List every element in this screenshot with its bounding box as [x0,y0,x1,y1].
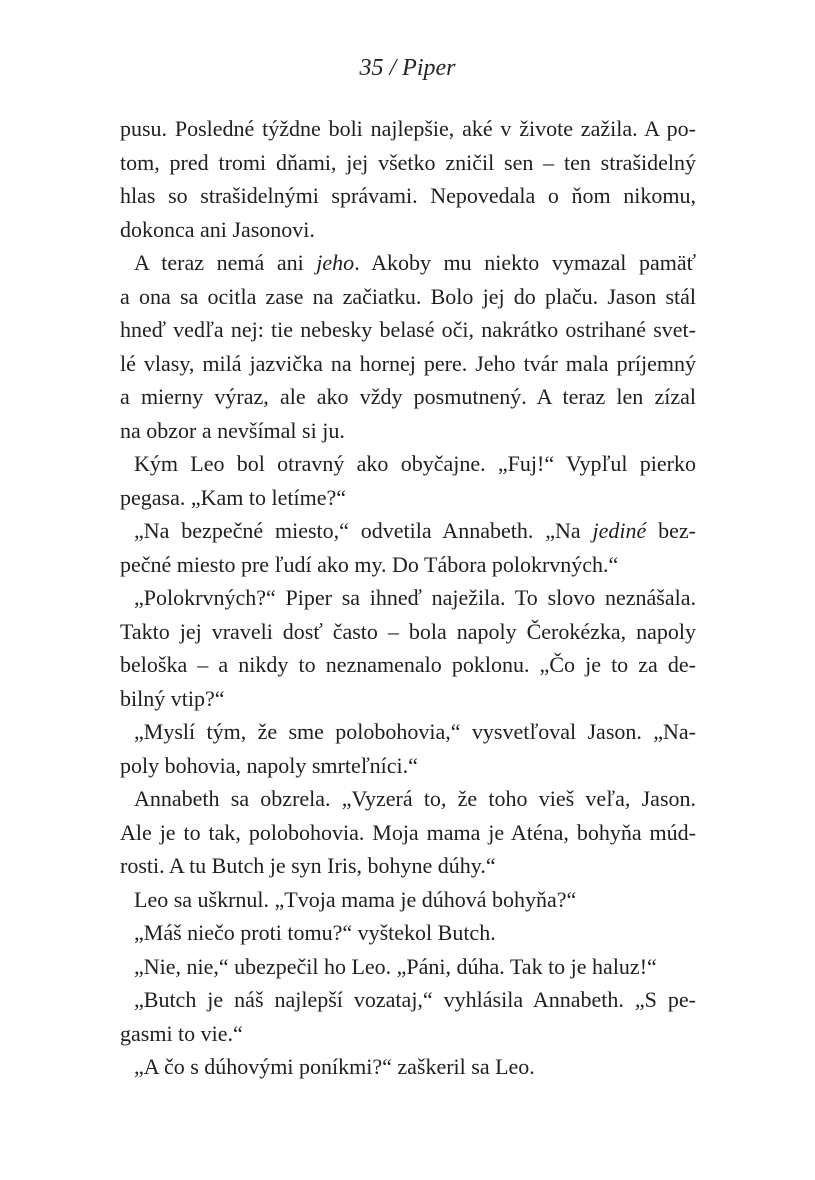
text-line [120,715,696,749]
text-segment: „Na bezpečné miesto,“ odvetila Annabeth. „Na [134,518,593,543]
text-segment: bilný vtip?“ [120,685,225,711]
text-segment: bez- [646,518,696,543]
paragraph [120,514,696,581]
text-segment: pegasa. „Kam to letíme?“ [120,484,347,510]
text-segment: Kým Leo bol otravný ako obyčajne. „Fuj!“ Vypľul pierko [134,451,696,476]
text-line [120,1050,696,1084]
text-line [120,213,696,247]
text-segment: lé vlasy, milá jazvička na hornej pere. Jeho tvár mala príjemný [120,350,696,376]
text-segment: rosti. A tu Butch je syn Iris, bohyne dúhy.“ [120,853,496,878]
text-segment: beloška – a nikdy to neznamenalo poklonu. „Čo je to za de- [120,652,696,677]
text-line [120,347,696,381]
text-line [120,280,696,314]
paragraph [120,916,696,950]
text-line [120,782,696,816]
text-line [120,548,696,582]
text-line [120,514,696,548]
text-line [120,749,696,783]
text-segment: „Nie, nie,“ ubezpečil ho Leo. „Páni, dúha. Tak to je haluz!“ [134,953,657,979]
text-line [120,1017,696,1051]
paragraph [120,715,696,782]
text-segment: „Máš niečo proti tomu?“ vyštekol Butch. [134,920,496,945]
text-segment: a mierny výraz, ale ako vždy posmutnený. A teraz len zízal [120,384,696,409]
text-line [120,950,696,984]
text-line [120,179,696,213]
text-segment: a ona sa ocitla zase na začiatku. Bolo jej do plaču. Jason stál [120,283,696,309]
emphasized-text: jeho [316,250,355,275]
text-line [120,112,696,146]
text-segment: A teraz nemá ani [134,250,317,275]
text-segment: hlas so strašidelnými správami. Nepovedala o ňom nikomu, [120,183,696,208]
text-line [120,916,696,950]
text-segment: gasmi to vie.“ [120,1020,243,1046]
text-segment: Ale je to tak, polobohovia. Moja mama je Aténa, bohyňa múd- [120,819,696,845]
text-line [120,380,696,414]
body-text [120,112,696,1084]
text-line [120,246,696,280]
text-line [120,648,696,682]
text-segment: Annabeth sa obzrela. „Vyzerá to, že toho vieš veľa, Jason. [134,786,696,811]
text-line [120,849,696,883]
text-segment: Leo sa uškrnul. „Tvoja mama je dúhová bohyňa?“ [134,886,577,912]
text-segment: „Polokrvných?“ Piper sa ihneď naježila. To slovo neznášala. [134,585,696,610]
text-segment: „Myslí tým, že sme polobohovia,“ vysvetľoval Jason. „Na- [134,719,696,744]
text-segment: . Akoby mu niekto vymazal pamäť [354,250,696,275]
text-segment: dokonca ani Jasonovi. [120,216,315,242]
text-line [120,481,696,515]
paragraph [120,112,696,246]
paragraph [120,447,696,514]
running-header: 35 / Piper [359,55,456,81]
paragraph [120,782,696,883]
paragraph [120,1050,696,1084]
text-line [120,146,696,180]
paragraph [120,883,696,917]
text-line [120,983,696,1017]
paragraph [120,246,696,447]
paragraph [120,983,696,1050]
text-line [120,313,696,347]
paragraph [120,950,696,984]
text-segment: hneď vedľa nej: tie nebesky belasé oči, nakrátko ostrihané svet- [120,317,696,342]
text-segment: „A čo s dúhovými poníkmi?“ zaškeril sa Leo. [134,1054,535,1079]
text-segment: pusu. Posledné týždne boli najlepšie, aké v živote zažila. A po- [120,116,696,141]
text-line [120,682,696,716]
text-segment: tom, pred tromi dňami, jej všetko zničil sen – ten strašidelný [120,149,696,175]
paragraph [120,581,696,715]
text-line [120,581,696,615]
emphasized-text: jediné [592,518,647,543]
text-segment: poly bohovia, napoly smrteľníci.“ [120,752,418,778]
text-line [120,883,696,917]
text-segment: pečné miesto pre ľudí ako my. Do Tábora polokrvných.“ [120,551,619,577]
text-line [120,615,696,649]
text-segment: Takto jej vraveli dosť často – bola napoly Čerokézka, napoly [120,618,696,644]
text-segment: „Butch je náš najlepší vozataj,“ vyhlásila Annabeth. „S pe- [134,987,696,1012]
text-segment: na obzor a nevšímal si ju. [120,417,345,443]
text-line [120,414,696,448]
text-line [120,816,696,850]
text-line [120,447,696,481]
